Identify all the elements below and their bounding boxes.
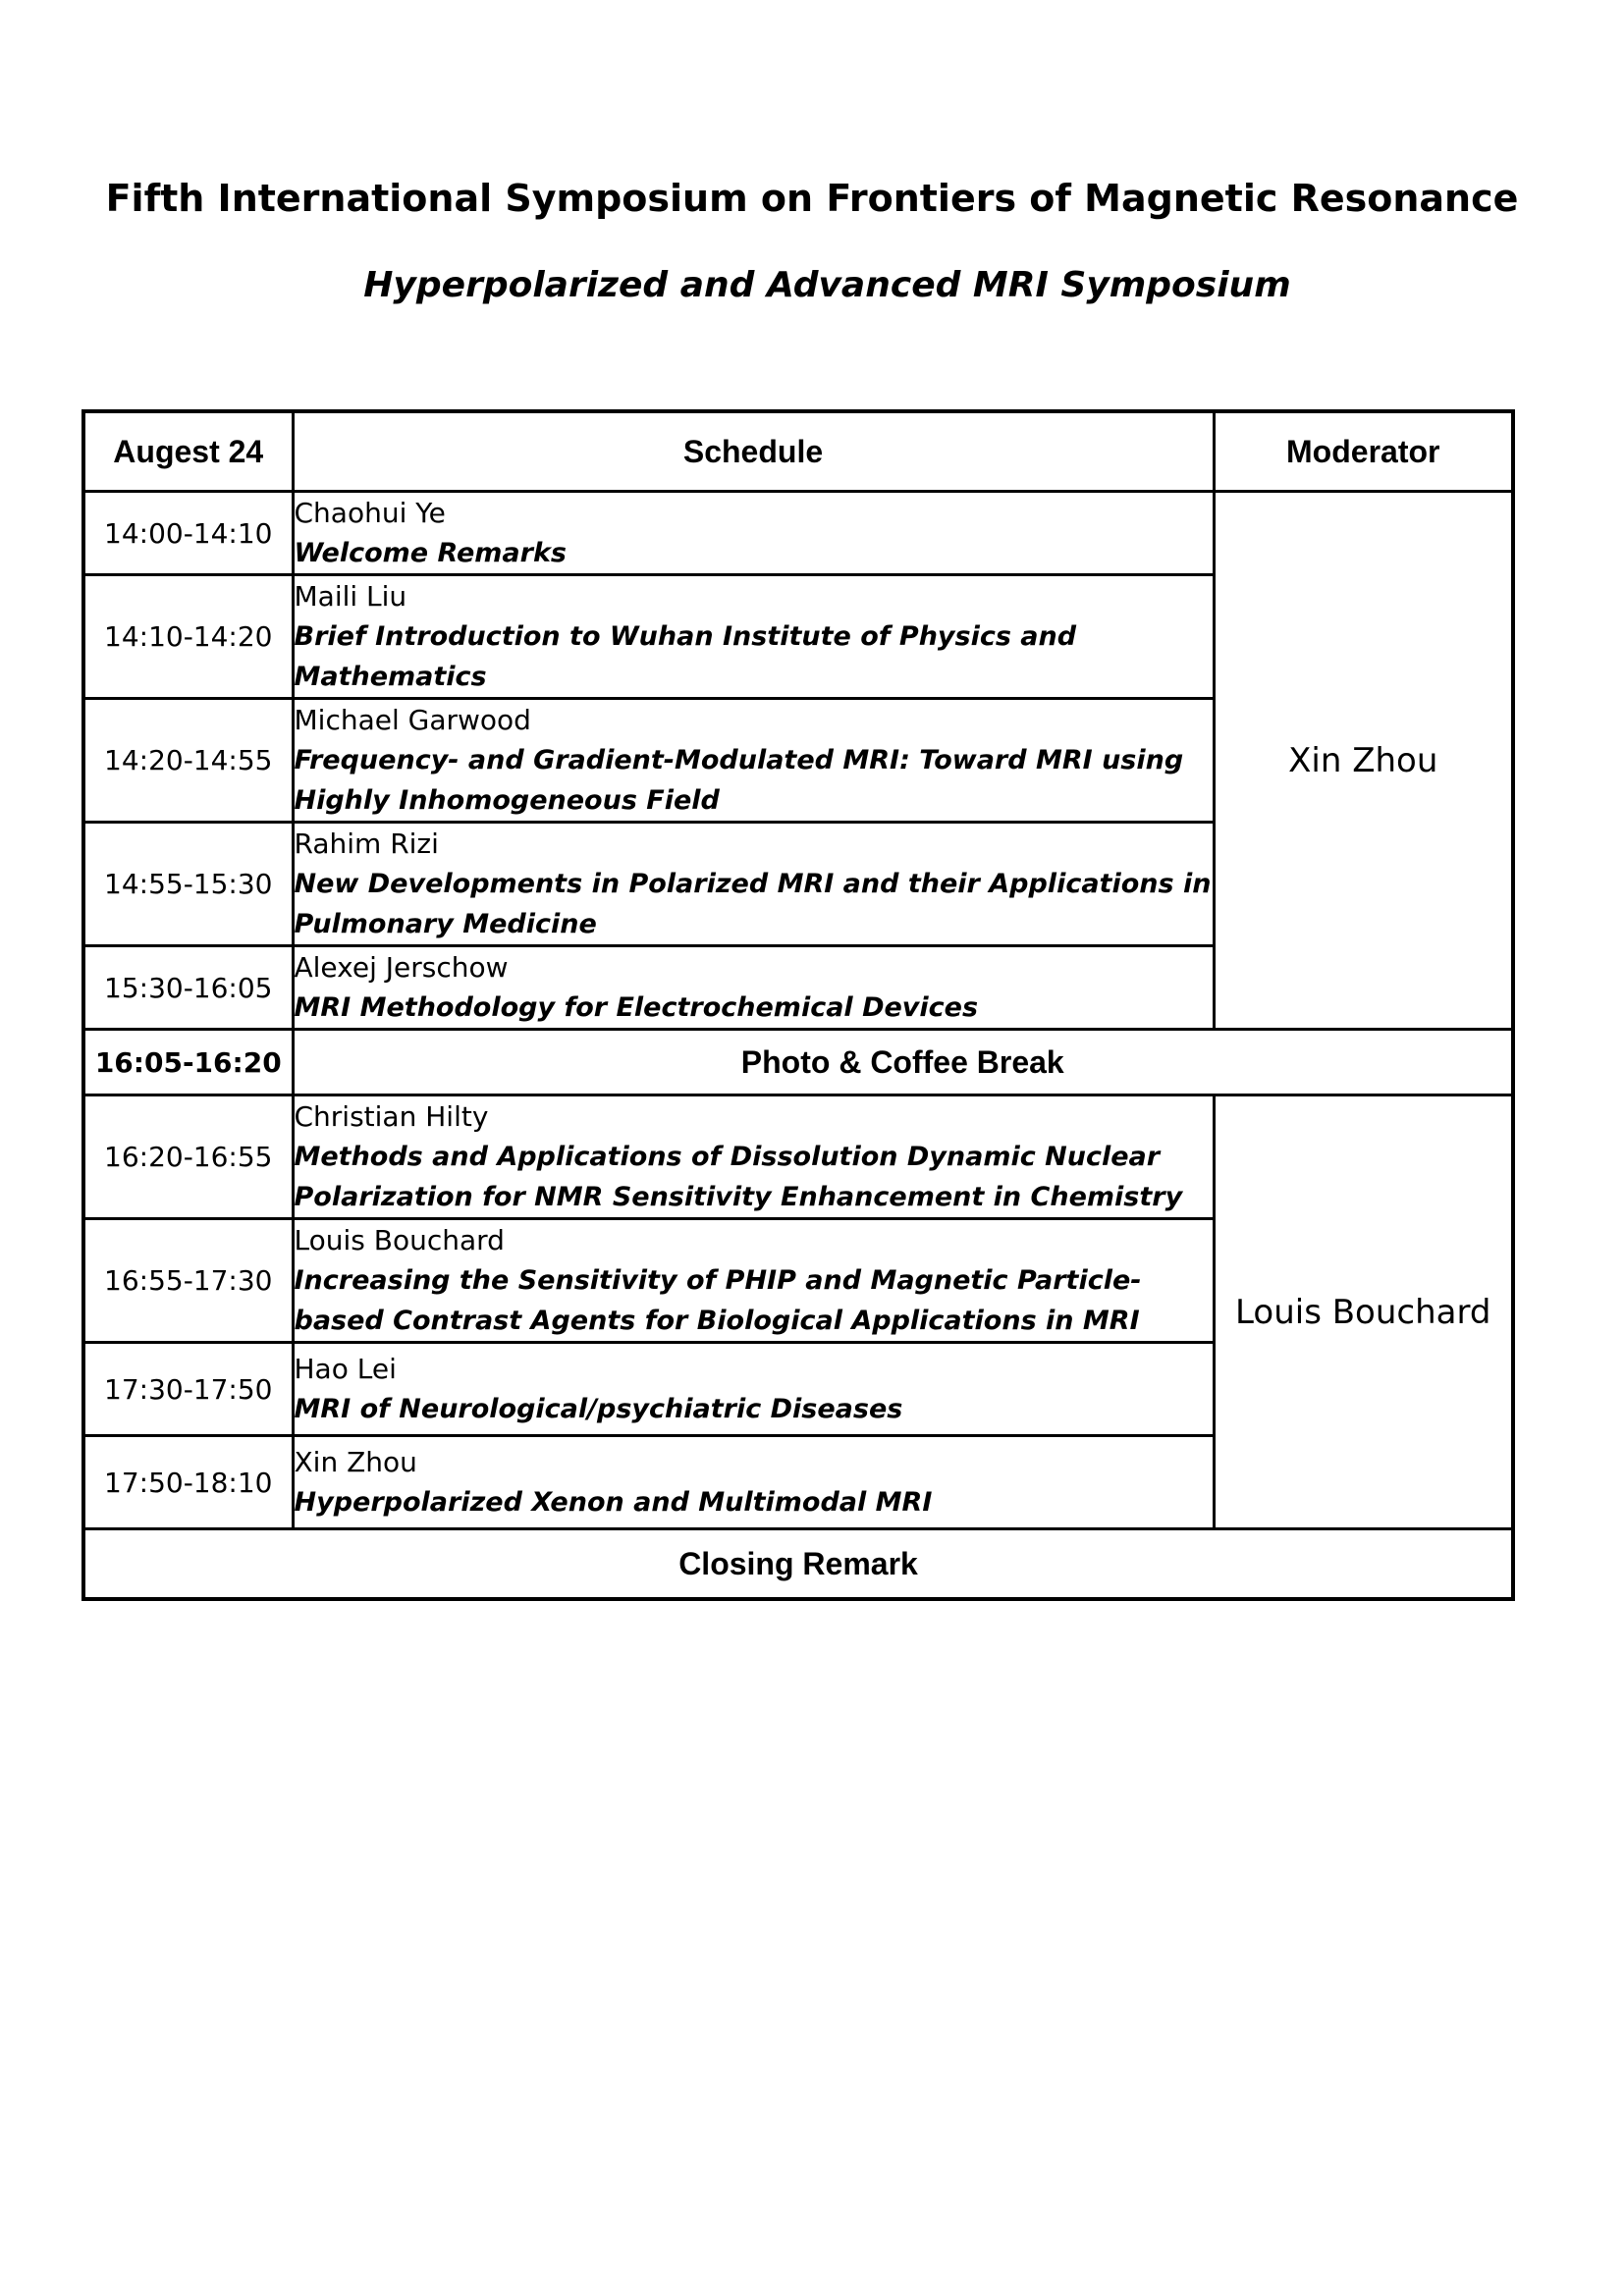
- session-title: Methods and Applications of Dissolution Dynamic Nuclear Polarization for NMR Sensitivity Enhancement in Chemistry: [294, 1142, 1183, 1212]
- session-title: Welcome Remarks: [294, 538, 567, 568]
- session-time: 17:50-18:10: [83, 1436, 293, 1529]
- column-header-date: Augest 24: [83, 411, 293, 492]
- session-title: Brief Introduction to Wuhan Institute of Physics and Mathematics: [294, 621, 1077, 692]
- moderator-cell: Xin Zhou: [1214, 492, 1513, 1030]
- session-cell: [293, 1095, 1214, 1219]
- session-time: 16:55-17:30: [83, 1219, 293, 1343]
- session-cell: [293, 1343, 1214, 1436]
- session-cell: [293, 575, 1214, 699]
- session-speaker: Chaohui Ye: [294, 497, 446, 529]
- session-cell: [293, 1436, 1214, 1529]
- session-speaker: Alexej Jerschow: [294, 951, 509, 984]
- session-time: 14:55-15:30: [83, 823, 293, 946]
- session-title: New Developments in Polarized MRI and their Applications in Pulmonary Medicine: [294, 869, 1212, 939]
- session-cell: [293, 823, 1214, 946]
- session-speaker: Maili Liu: [294, 580, 407, 613]
- page-subtitle: Hyperpolarized and Advanced MRI Symposium: [363, 265, 1291, 305]
- session-cell: [293, 946, 1214, 1030]
- closing-remark: Closing Remark: [83, 1529, 1513, 1600]
- break-row: [83, 1030, 1513, 1095]
- session-title: MRI Methodology for Electrochemical Devices: [294, 992, 979, 1023]
- session-speaker: Hao Lei: [294, 1353, 397, 1385]
- session-time: 14:00-14:10: [83, 492, 293, 575]
- session-cell: [293, 492, 1214, 575]
- break-label: Photo & Coffee Break: [293, 1030, 1513, 1095]
- session-time: 15:30-16:05: [83, 946, 293, 1030]
- table-header-row: [83, 411, 1513, 492]
- session-speaker: Xin Zhou: [294, 1446, 417, 1478]
- session-time: 14:10-14:20: [83, 575, 293, 699]
- session-cell: [293, 699, 1214, 823]
- column-header-schedule: Schedule: [293, 411, 1214, 492]
- session-title: Increasing the Sensitivity of PHIP and Magnetic Particle-based Contrast Agents for Biological Applications in MRI: [294, 1265, 1142, 1336]
- table-row: [83, 492, 1513, 575]
- session-speaker: Michael Garwood: [294, 704, 531, 736]
- session-cell: [293, 1219, 1214, 1343]
- session-speaker: Louis Bouchard: [294, 1224, 505, 1256]
- page-title: Fifth International Symposium on Frontiers of Magnetic Resonance: [105, 177, 1519, 220]
- session-title: Hyperpolarized Xenon and Multimodal MRI: [294, 1487, 933, 1518]
- table-row: [83, 1095, 1513, 1219]
- moderator-cell: Louis Bouchard: [1214, 1095, 1513, 1529]
- session-speaker: Rahim Rizi: [294, 828, 439, 860]
- column-header-moderator: Moderator: [1214, 411, 1513, 492]
- session-time: 16:20-16:55: [83, 1095, 293, 1219]
- session-title: Frequency- and Gradient-Modulated MRI: Toward MRI using Highly Inhomogeneous Field: [294, 745, 1184, 816]
- break-time: 16:05-16:20: [83, 1030, 293, 1095]
- session-time: 17:30-17:50: [83, 1343, 293, 1436]
- schedule-table: [81, 409, 1515, 1601]
- session-time: 14:20-14:55: [83, 699, 293, 823]
- session-speaker: Christian Hilty: [294, 1100, 489, 1133]
- closing-row: [83, 1529, 1513, 1600]
- session-title: MRI of Neurological/psychiatric Diseases: [294, 1394, 903, 1424]
